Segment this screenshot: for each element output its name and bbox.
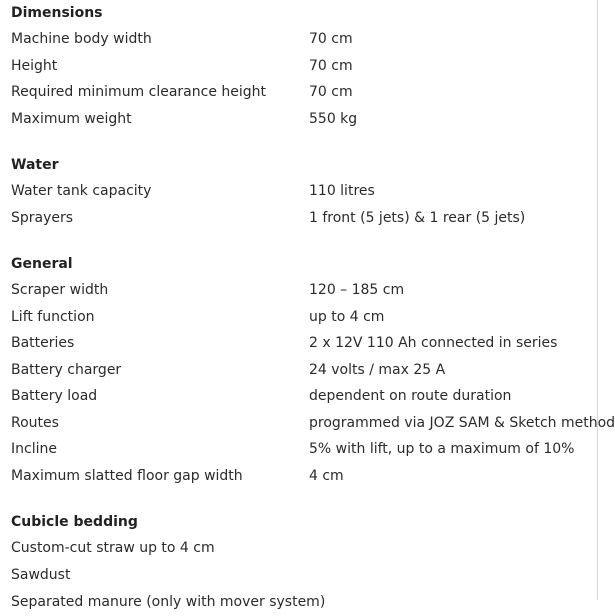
spec-row (11, 178, 596, 205)
spec-row (11, 410, 615, 437)
spec-row (11, 106, 596, 133)
spec-row (11, 304, 596, 331)
spec-label: Machine body width (11, 31, 152, 47)
spec-value: dependent on route duration (309, 388, 512, 404)
spec-row (11, 383, 596, 410)
section-title: Water (11, 157, 59, 173)
spec-label: Maximum weight (11, 110, 132, 127)
spec-label: Water tank capacity (11, 183, 152, 199)
spec-row (11, 277, 596, 304)
spec-row (11, 436, 596, 463)
spec-sheet (11, 0, 615, 616)
section-cubicle-bedding (11, 509, 596, 616)
spec-label: Batteries (11, 335, 75, 351)
spec-value: up to 4 cm (309, 308, 385, 325)
spec-label: Battery load (11, 388, 98, 404)
spec-value: 5% with lift, up to a maximum of 10% (309, 441, 575, 457)
section-title: General (11, 256, 73, 272)
spec-label: Routes (11, 414, 59, 431)
spec-value: 550 kg (309, 110, 358, 127)
section-water (11, 152, 596, 231)
section-general (11, 251, 615, 489)
spec-value: 70 cm (309, 31, 353, 47)
spec-row (11, 463, 596, 490)
spec-table (11, 26, 596, 132)
spec-value: 70 cm (309, 57, 353, 74)
section-spacer (11, 489, 596, 509)
spec-label: Maximum slatted floor gap width (11, 467, 243, 484)
spec-row (11, 330, 596, 357)
section-spacer (11, 231, 596, 251)
spec-row (11, 205, 596, 232)
spec-value: 4 cm (309, 467, 344, 484)
spec-row (11, 79, 596, 106)
spec-value: 24 volts / max 25 A (309, 361, 446, 378)
right-border (597, 0, 598, 600)
list-item: Sawdust (11, 567, 71, 583)
spec-value: programmed via JOZ SAM & Sketch method (309, 414, 615, 431)
section-spacer (11, 132, 596, 152)
list-item: Separated manure (only with mover system) (11, 594, 326, 610)
section-dimensions (11, 0, 596, 132)
spec-value: 110 litres (309, 183, 375, 199)
spec-table (11, 277, 615, 489)
spec-label: Required minimum clearance height (11, 84, 267, 100)
spec-label: Battery charger (11, 361, 122, 378)
spec-label: Scraper width (11, 282, 109, 298)
spec-label: Incline (11, 441, 57, 457)
spec-value: 1 front (5 jets) & 1 rear (5 jets) (309, 209, 526, 226)
spec-row (11, 357, 596, 384)
section-title: Dimensions (11, 5, 103, 21)
spec-row (11, 53, 596, 80)
spec-value: 120 – 185 cm (309, 282, 405, 298)
spec-label: Lift function (11, 308, 95, 325)
spec-label: Sprayers (11, 209, 74, 226)
spec-value: 2 x 12V 110 Ah connected in series (309, 335, 558, 351)
section-title: Cubicle bedding (11, 514, 138, 530)
list-item: Custom-cut straw up to 4 cm (11, 540, 215, 556)
spec-value: 70 cm (309, 84, 353, 100)
spec-table (11, 178, 596, 231)
spec-label: Height (11, 57, 58, 74)
spec-row (11, 26, 596, 53)
